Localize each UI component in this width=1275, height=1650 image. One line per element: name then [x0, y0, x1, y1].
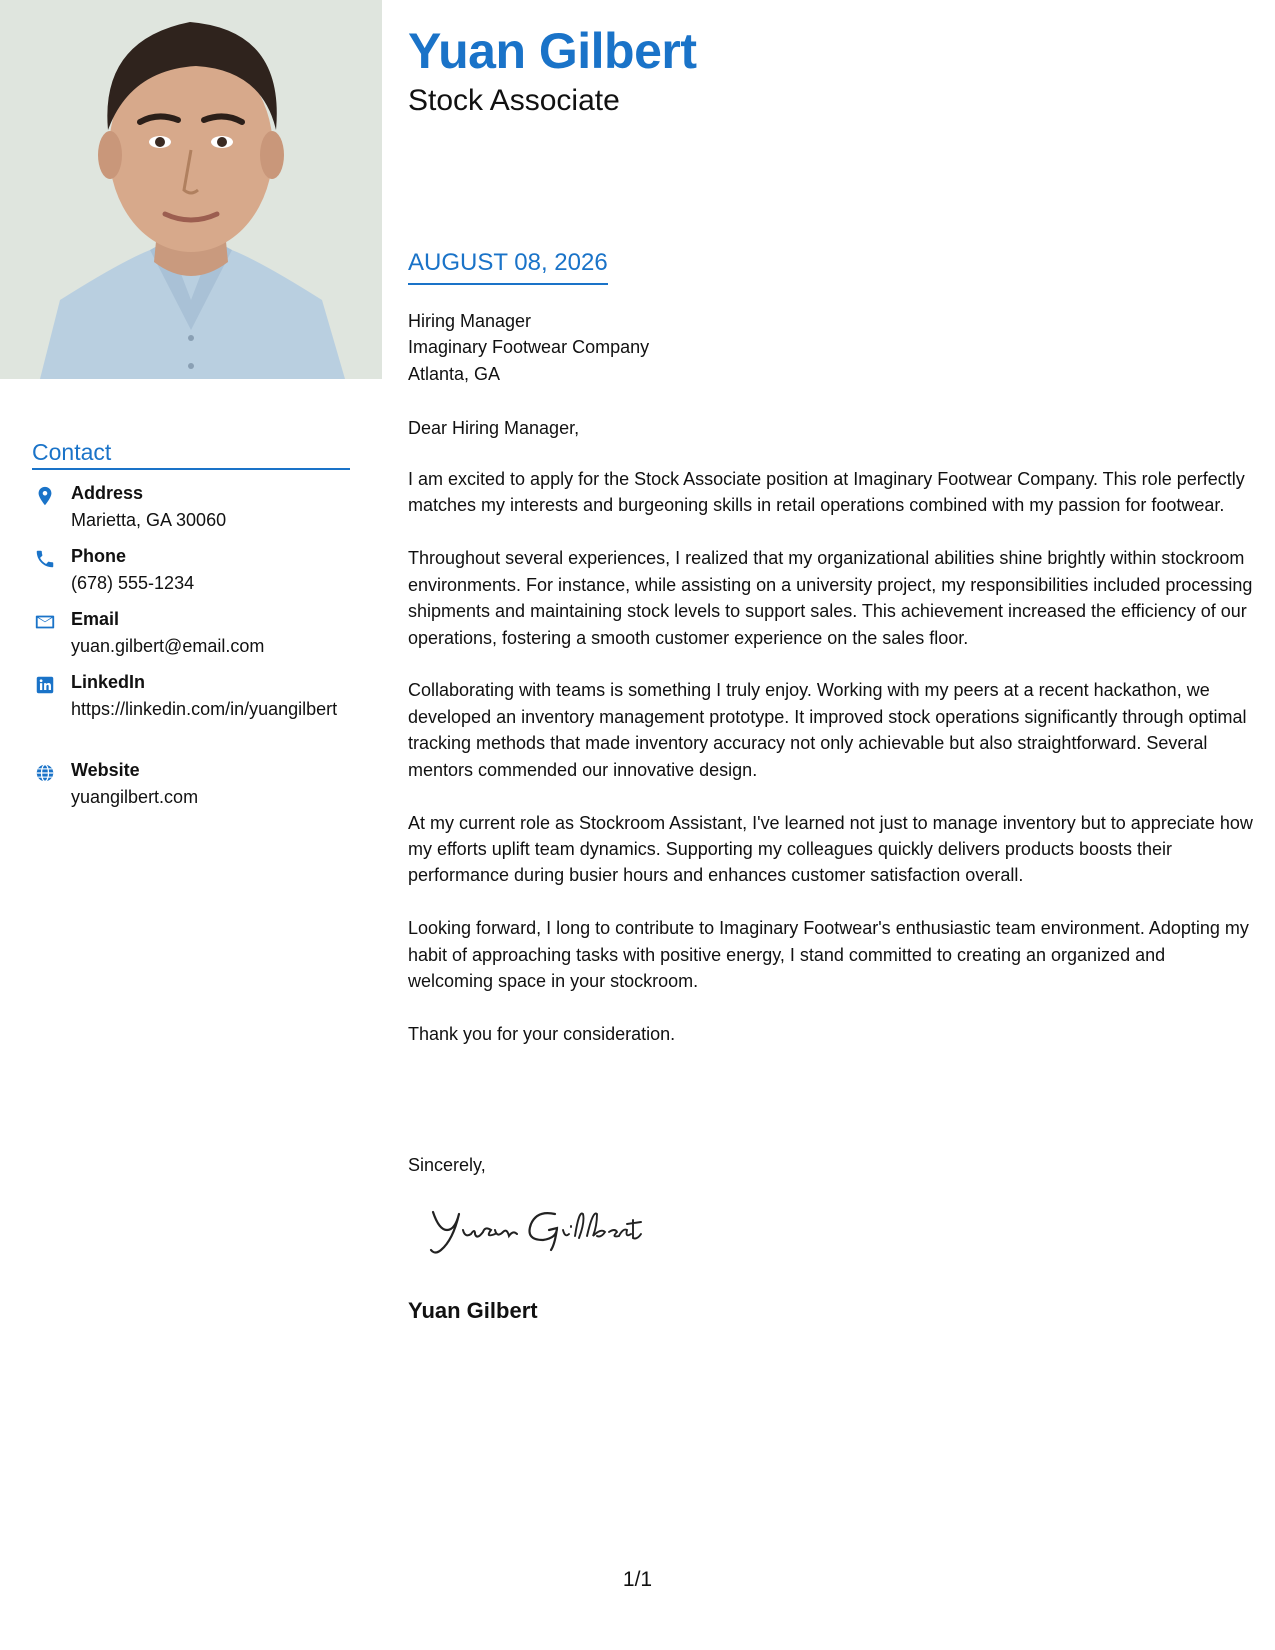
body-paragraph: Collaborating with teams is something I truly enjoy. Working with my peers at a recent hackathon, we developed an inventory management prototype. It improved stock operations significantly through optimal tracking methods that made inventory accuracy not only achievable but also straightforward. Several mentors commended our innovative design.: [408, 680, 1247, 780]
body-paragraph: Throughout several experiences, I realized that my organizational abilities shine brightly within stockroom environments. For instance, while assisting on a university project, my responsibilities included processing shipments and maintaining stock levels to support sales. This achievement increased the efficiency of our operations, fostering a smooth customer experience on the sales floor.: [408, 548, 1253, 648]
contact-heading: Contact: [32, 439, 350, 470]
contact-label: Website: [71, 760, 140, 780]
linkedin-icon: [34, 674, 56, 696]
contact-label: Address: [71, 483, 144, 503]
location-pin-icon: [34, 485, 56, 507]
recipient-name: Hiring Manager: [408, 311, 532, 331]
signer-name: Yuan Gilbert: [408, 1298, 538, 1323]
contact-label: Email: [71, 609, 120, 629]
contact-value: (678) 555-1234: [71, 573, 195, 593]
closing: Sincerely,: [408, 1155, 486, 1175]
body-paragraph: Thank you for your consideration.: [408, 1024, 676, 1044]
contact-value: yuangilbert.com: [71, 787, 199, 807]
body-paragraph: Looking forward, I long to contribute to Imaginary Footwear's enthusiastic team environment. Adopting my habit of approaching tasks with positive energy, I stand committed to creating an organized and welcoming space in your stockroom.: [408, 918, 1249, 992]
email-icon: [34, 611, 56, 633]
letter-body: [408, 466, 1253, 1074]
recipient-block: [408, 308, 1253, 387]
contact-value: https://linkedin.com/in/yuangilbert: [71, 699, 338, 719]
page-number: 1/1: [622, 1568, 653, 1591]
recipient-company: Imaginary Footwear Company: [408, 337, 650, 358]
handwritten-signature: [425, 1200, 655, 1260]
body-paragraph: At my current role as Stockroom Assistant, I've learned not just to manage inventory but to appreciate how my efforts uplift team dynamics. Supporting my colleagues quickly delivers products boosts their performance during busier hours and enhances customer satisfaction overall.: [408, 812, 1253, 886]
contact-label: LinkedIn: [71, 672, 146, 692]
job-title: Stock Associate: [408, 84, 620, 117]
letter-date: AUGUST 08, 2026: [408, 249, 608, 285]
portrait-illustration: [0, 0, 382, 379]
globe-icon: [34, 762, 56, 784]
recipient-location: Atlanta, GA: [408, 363, 501, 384]
applicant-name: Yuan Gilbert: [408, 23, 697, 79]
contact-value: yuan.gilbert@email.com: [71, 636, 265, 656]
contact-value: Marietta, GA 30060: [71, 510, 227, 530]
profile-photo: [0, 0, 382, 379]
body-paragraph: I am excited to apply for the Stock Associate position at Imaginary Footwear Company. This role perfectly matches my interests and burgeoning skills in retail operations combined with my passion for footwear.: [408, 469, 1245, 516]
phone-icon: [34, 548, 56, 570]
contact-label: Phone: [71, 546, 127, 566]
salutation: Dear Hiring Manager,: [408, 418, 580, 438]
